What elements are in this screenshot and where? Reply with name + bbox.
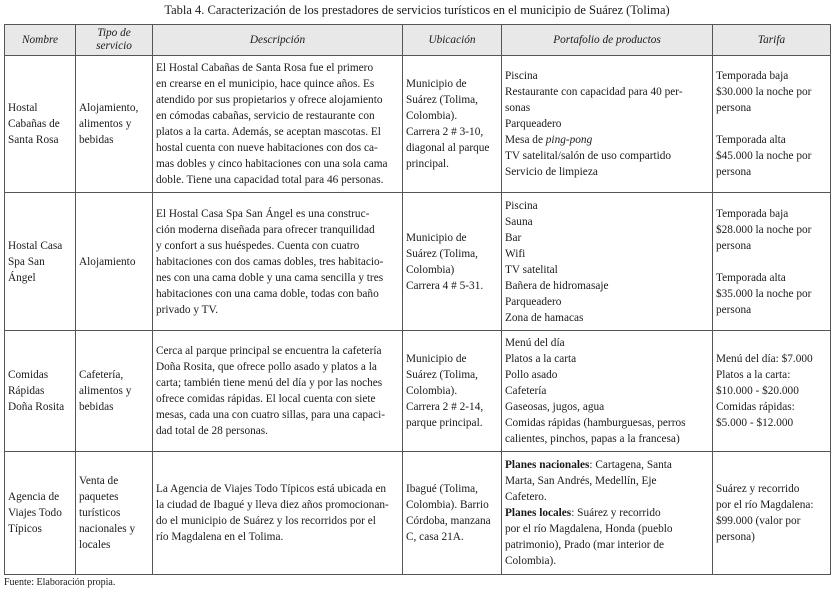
header-ubicacion: Ubicación — [403, 25, 502, 56]
text-line: mas dobles y cinco habitaciones con una sola cama — [156, 158, 388, 170]
cell-nombre — [5, 331, 76, 452]
text-line: $30.000 la noche por — [716, 86, 812, 98]
text-line: Servicio de limpieza — [505, 166, 598, 178]
text-line: Piscina — [505, 70, 538, 82]
header-tipo-line2: servicio — [96, 40, 132, 52]
services-table — [4, 24, 831, 575]
text-line: Cafetería — [505, 385, 547, 397]
text-line: calientes, pinchos, papas a la francesa) — [505, 433, 680, 445]
text-line: río Magdalena en el Tolima. — [156, 531, 284, 543]
text-line: Municipio de — [406, 231, 467, 244]
text-fragment: Mesa de — [505, 134, 546, 146]
text-line: Hostal Casa — [8, 239, 63, 252]
text-line: El Hostal Cabañas de Santa Rosa fue el primero — [156, 62, 374, 74]
planes-locales-label: Planes locales — [505, 507, 572, 519]
cell-nombre — [5, 56, 76, 193]
cell-tipo — [76, 56, 153, 193]
text-line: El Hostal Casa Spa San Ángel es una construc- — [156, 207, 370, 220]
cell-descripcion — [153, 331, 403, 452]
header-tipo-line1: Tipo de — [97, 27, 131, 39]
table-row — [5, 56, 831, 193]
text-line: Venta de — [79, 475, 119, 487]
text-line: atendido por sus propietarios y ofrece alojamiento — [156, 94, 383, 106]
text-line: sonas — [505, 102, 531, 114]
text-line: ción moderna diseñada para ofrecer tranquilidad — [156, 223, 375, 236]
text-line: Suárez (Tolima, — [406, 94, 478, 106]
header-tipo — [76, 25, 153, 56]
text-line: Platos a la carta — [505, 353, 577, 365]
text-line: Cabañas de — [8, 118, 60, 130]
text-line: Agencia de — [8, 491, 60, 503]
text-line: mesas, cada una con cuatro sillas, para una capaci- — [156, 409, 385, 421]
text-line: Temporada baja — [716, 70, 789, 82]
text-line: dad total de 28 personas. — [156, 425, 268, 437]
text-line: Parqueadero — [505, 295, 562, 308]
text-line: persona — [716, 166, 752, 178]
text-line: la ciudad de Ibagué y lleva diez años promocionan- — [156, 499, 389, 511]
cell-tipo — [76, 331, 153, 452]
cell-ubicacion — [403, 452, 502, 575]
text-line: Municipio de — [406, 78, 467, 90]
text-line — [505, 457, 709, 473]
cell-descripcion — [153, 56, 403, 193]
text-line: y confort a sus huéspedes. Cuenta con cuatro — [156, 239, 360, 252]
text-line: Viajes Todo — [8, 507, 62, 519]
text-line: Wifi — [505, 247, 526, 260]
text-line: Bar — [505, 231, 522, 244]
text-line: nes con una cama doble y una cama sencilla y tres — [156, 271, 384, 284]
planes-nacionales-label: Planes nacionales — [505, 459, 590, 471]
text-line: privado y TV. — [156, 303, 219, 316]
cell-tipo — [76, 452, 153, 575]
text-line: Comidas — [8, 369, 49, 381]
text-line: Colombia). — [505, 555, 557, 567]
table-caption: Tabla 4. Caracterización de los prestadores de servicios turísticos en el municipio de Suárez (Tolima) — [164, 3, 670, 17]
cell-ubicacion — [403, 331, 502, 452]
table-row — [5, 331, 831, 452]
cell-tipo — [76, 193, 153, 331]
text-line: Alojamiento, — [79, 102, 139, 114]
text-line: Doña Rosita — [8, 401, 65, 413]
text-line: Cafetería, — [79, 369, 124, 381]
text-line: TV satelital — [505, 263, 558, 276]
text-line: Platos a la carta: — [716, 369, 791, 381]
italic-term: ping-pong — [545, 134, 593, 146]
text-line: $5.000 - $12.000 — [716, 417, 794, 429]
text-line: persona — [716, 239, 752, 252]
cell-portafolio — [502, 193, 713, 331]
text-line: Temporada alta — [716, 134, 786, 146]
spacer — [716, 254, 827, 270]
text-line: Comidas rápidas (hamburguesas, perros — [505, 417, 686, 429]
text-line: en crearse en el municipio, hace quince años. Es — [156, 78, 375, 90]
text-line: Carrera 2 # 2-14, — [406, 401, 484, 413]
text-line: TV satelital/salón de uso compartido — [505, 150, 672, 162]
text-line: bebidas — [79, 134, 114, 146]
spacer — [716, 116, 827, 132]
text-line: Marta, San Andrés, Medellín, Eje — [505, 475, 657, 487]
text-line: por el río Magdalena: — [716, 499, 814, 511]
cell-portafolio — [502, 452, 713, 575]
source-note: Fuente: Elaboración propia. — [4, 577, 116, 588]
text-line: Zona de hamacas — [505, 311, 584, 324]
text-line: Rápidas — [8, 385, 45, 397]
header-portafolio: Portafolio de productos — [502, 25, 713, 56]
text-line: diagonal al parque — [406, 142, 490, 154]
cell-tarifa — [713, 193, 831, 331]
text-line: La Agencia de Viajes Todo Típicos está ubicada en — [156, 483, 387, 495]
text-line: Suárez (Tolima, — [406, 369, 478, 381]
text-line: Sauna — [505, 215, 533, 228]
cell-portafolio — [502, 56, 713, 193]
text-fragment: : Suárez y recorrido — [571, 507, 661, 519]
text-line: $10.000 - $20.000 — [716, 385, 799, 397]
text-line: persona — [716, 303, 752, 316]
text-line: Doña Rosita, que ofrece pollo asado y platos a la — [156, 361, 377, 373]
text-line: Típicos — [8, 523, 42, 535]
cell-tarifa — [713, 331, 831, 452]
text-line: habitaciones con dos camas dobles, tres habitacio- — [156, 255, 384, 268]
text-line: Carrera 4 # 5-31. — [406, 279, 484, 292]
text-line: por el río Magdalena, Honda (pueblo — [505, 523, 673, 535]
header-row — [5, 25, 831, 56]
text-line: carta; también tiene menú del día y por las noches — [156, 377, 383, 389]
text-line: Colombia). Barrio — [406, 499, 489, 511]
text-line: Gaseosas, jugos, agua — [505, 401, 605, 413]
text-line: persona — [716, 102, 752, 114]
cell-descripcion — [153, 452, 403, 575]
text-line: persona) — [716, 531, 755, 543]
text-line: paquetes — [79, 491, 119, 503]
text-line: Restaurante con capacidad para 40 per- — [505, 86, 683, 98]
table-row — [5, 193, 831, 331]
text-line — [505, 132, 709, 148]
text-line: bebidas — [79, 401, 114, 413]
text-line — [505, 505, 709, 521]
text-line: alimentos y — [79, 385, 132, 397]
text-line: Santa Rosa — [8, 134, 59, 146]
text-line: C, casa 21A. — [406, 531, 464, 543]
text-line: Temporada baja — [716, 207, 789, 220]
header-nombre: Nombre — [5, 25, 76, 56]
text-line: $28.000 la noche por — [716, 223, 812, 236]
text-line: patrimonio), Prado (mar interior de — [505, 539, 665, 551]
text-line: Suárez y recorrido — [716, 483, 800, 495]
text-line: hostal cuenta con nueve habitaciones con dos ca- — [156, 142, 378, 154]
text-fragment: : Cartagena, Santa — [589, 459, 672, 471]
text-line: Spa San — [8, 255, 45, 268]
text-line: Bañera de hidromasaje — [505, 279, 609, 292]
text-line: $35.000 la noche por — [716, 287, 812, 300]
text-line: doble. Tiene una capacidad total para 46 personas. — [156, 174, 384, 186]
text-line: Municipio de — [406, 353, 467, 365]
header-descripcion: Descripción — [153, 25, 403, 56]
text-line: Piscina — [505, 199, 538, 212]
text-line: Carrera 2 # 3-10, — [406, 126, 484, 138]
text-line: Hostal — [8, 102, 38, 114]
cell-tarifa — [713, 56, 831, 193]
text-line: habitaciones con una cama doble, todas con baño — [156, 287, 379, 300]
text-line: $99.000 (valor por — [716, 515, 801, 527]
text-line: Alojamiento — [79, 255, 136, 268]
text-line: parque principal. — [406, 417, 483, 429]
text-line: Colombia). — [406, 110, 458, 122]
text-line: principal. — [406, 158, 449, 170]
text-line: locales — [79, 539, 111, 551]
text-line: platos a la carta. Además, se aceptan mascotas. El — [156, 126, 381, 138]
text-line: Menú del día — [505, 337, 565, 349]
text-line: ofrece comidas rápidas. El local cuenta con siete — [156, 393, 376, 405]
text-line: Colombia) — [406, 263, 455, 276]
text-line: Cerca al parque principal se encuentra la cafetería — [156, 345, 382, 357]
text-line: Córdoba, manzana — [406, 515, 491, 527]
text-line: do el municipio de Suárez y los recorridos por el — [156, 515, 376, 527]
text-line: Parqueadero — [505, 118, 562, 130]
text-line: Pollo asado — [505, 369, 558, 381]
text-line: alimentos y — [79, 118, 132, 130]
cell-descripcion — [153, 193, 403, 331]
table-row — [5, 452, 831, 575]
text-line: Ángel — [8, 271, 36, 284]
text-line: Ibagué (Tolima, — [406, 483, 478, 495]
cell-portafolio — [502, 331, 713, 452]
text-line: Temporada alta — [716, 271, 786, 284]
text-line: en cómodas cabañas, servicio de restaurante con — [156, 110, 375, 122]
text-line: Menú del día: $7.000 — [716, 353, 813, 365]
text-line: Cafetero. — [505, 491, 547, 503]
cell-ubicacion — [403, 193, 502, 331]
header-tarifa: Tarifa — [713, 25, 831, 56]
text-line: turísticos — [79, 507, 121, 519]
text-line: Colombia). — [406, 385, 458, 397]
text-line: Suárez (Tolima, — [406, 247, 478, 260]
text-line: $45.000 la noche por — [716, 150, 812, 162]
cell-nombre — [5, 193, 76, 331]
cell-nombre — [5, 452, 76, 575]
cell-tarifa — [713, 452, 831, 575]
cell-ubicacion — [403, 56, 502, 193]
text-line: Comidas rápidas: — [716, 401, 795, 413]
text-line: nacionales y — [79, 523, 136, 535]
